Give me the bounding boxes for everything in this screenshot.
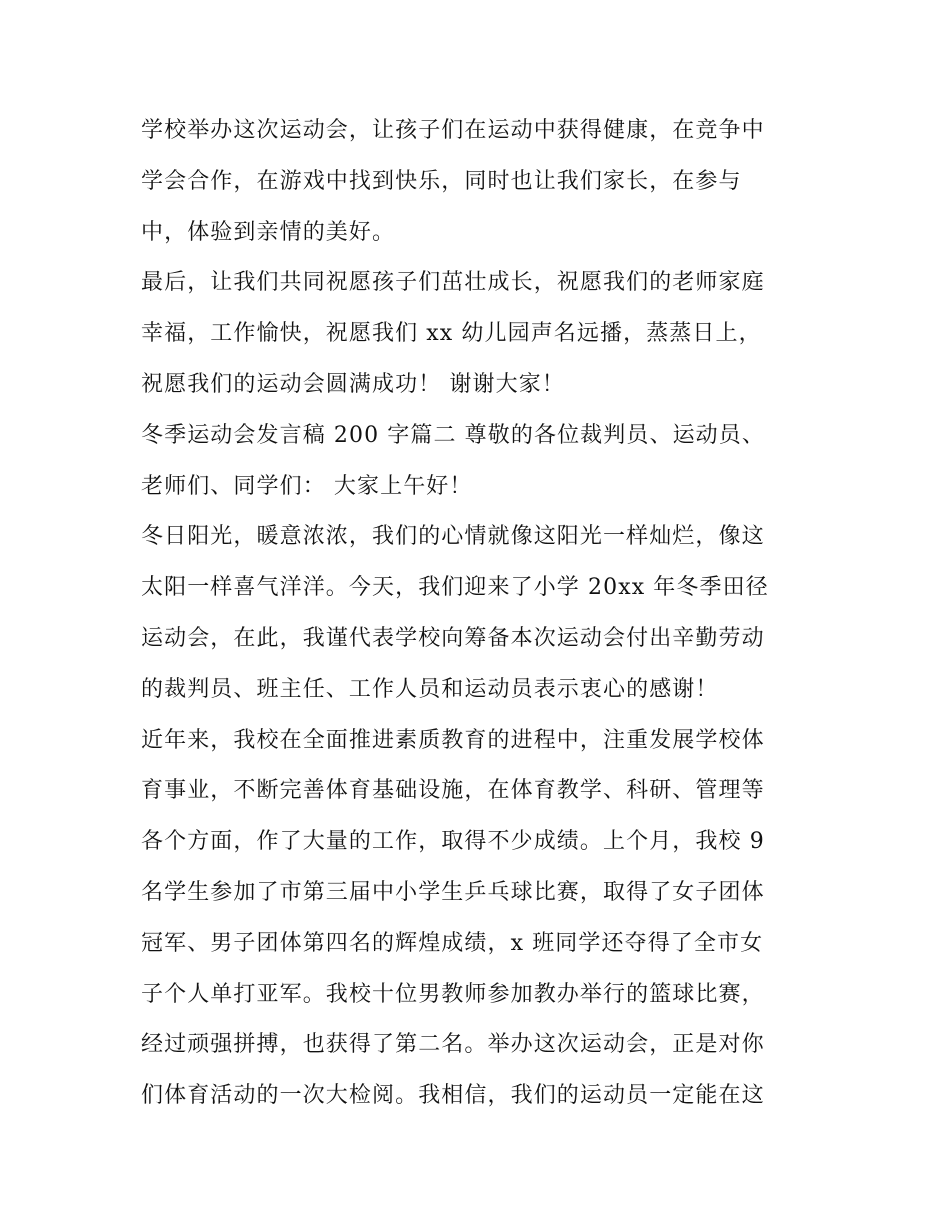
text-line: 冠军、男子团体第四名的辉煌成绩，x 班同学还夺得了全市女 bbox=[141, 930, 764, 956]
text-line: 的裁判员、班主任、工作人员和运动员表示衷心的感谢！ bbox=[141, 676, 719, 702]
text-line: 老师们、同学们： 大家上午好！ bbox=[141, 473, 473, 499]
text-line: 冬日阳光，暖意浓浓，我们的心情就像这阳光一样灿烂，像这 bbox=[141, 524, 765, 550]
text-line: 近年来，我校在全面推进素质教育的进程中，注重发展学校体 bbox=[141, 727, 765, 753]
document-body bbox=[141, 106, 821, 1122]
text-line: 各个方面，作了大量的工作，取得不少成绩。上个月，我校 9 bbox=[141, 829, 765, 855]
text-line: 学校举办这次运动会，让孩子们在运动中获得健康，在竞争中 bbox=[141, 118, 765, 143]
text-line: 幸福，工作愉快，祝愿我们 xx 幼儿园声名远播，蒸蒸日上， bbox=[141, 321, 762, 347]
text-line: 经过顽强拼搏，也获得了第二名。举办这次运动会，正是对你 bbox=[141, 1032, 765, 1058]
text-line: 冬季运动会发言稿 200 字篇二 尊敬的各位裁判员、运动员、 bbox=[141, 422, 765, 448]
text-line: 们体育活动的一次大检阅。我相信，我们的运动员一定能在这 bbox=[141, 1083, 765, 1109]
text-line: 学会合作，在游戏中找到快乐，同时也让我们家长，在参与 bbox=[141, 168, 742, 194]
text-line: 运动会，在此，我谨代表学校向筹备本次运动会付出辛勤劳动 bbox=[141, 625, 765, 651]
text-line: 子个人单打亚军。我校十位男教师参加教办举行的篮球比赛， bbox=[141, 981, 765, 1007]
text-line: 名学生参加了市第三届中小学生乒乓球比赛，取得了女子团体 bbox=[141, 879, 765, 905]
text-line: 太阳一样喜气洋洋。今天，我们迎来了小学 20xx 年冬季田径 bbox=[141, 575, 769, 601]
text-line: 祝愿我们的运动会圆满成功！ 谢谢大家！ bbox=[141, 371, 565, 397]
text-line: 育事业，不断完善体育基础设施，在体育教学、科研、管理等 bbox=[141, 778, 765, 804]
text-line: 最后，让我们共同祝愿孩子们茁壮成长，祝愿我们的老师家庭 bbox=[141, 270, 765, 296]
text-line: 中，体验到亲情的美好。 bbox=[141, 219, 396, 245]
